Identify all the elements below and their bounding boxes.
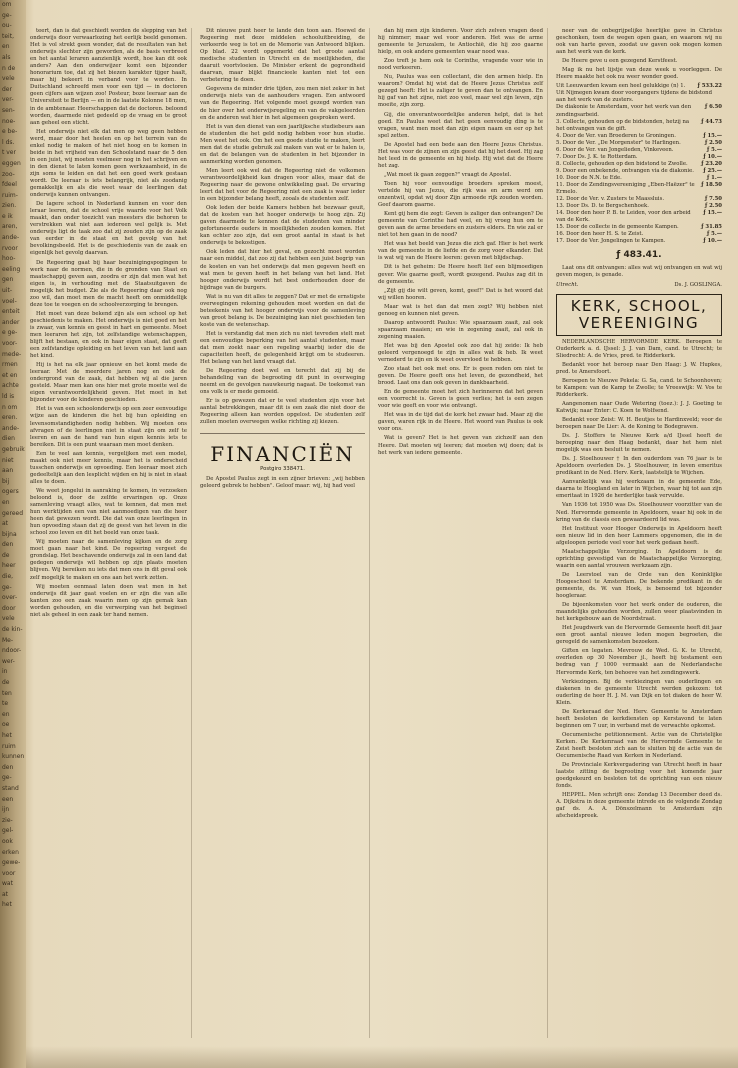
kerk-news-paragraph: Beroepen te Nieuwe Pekela: G. Sa, cand. te Schoonhoven; te Kampen: van de Kamp te Zwolle; te Vreeswijk: W. Vos te Ridderkerk. [556, 377, 722, 398]
spine-text-fragment: het [2, 901, 12, 909]
donation-amount: ƒ 6.50 [704, 104, 722, 111]
article-paragraph: dan hij men zijn kinderen. Voor zich zelven vragen deed hij nimmer; maar wel voor anderen. Het was de arme gemeente te Jeruzalem, te Antiochië, die hij zoo gaarne hielp, en ook andere gemeenten waar nood was. [378, 28, 543, 56]
spine-text-fragment: zoo- [2, 170, 15, 178]
article-paragraph: Wij moeten eenmaal laten doen wat men in het onderwijs dit jaar gaat voelen en er zijn die van alle kanten zoo een zaak waarin men op zijn gemak kan worden gehouden, en die verwerping van het beginsel niet als geheel in een zaak ter hand nemen. [30, 583, 187, 618]
donation-amount: ƒ 10.— [703, 153, 722, 160]
article-paragraph: Ook leden dat hier het geval, en gezocht moet worden naar een middel, dat zoo zij dat hebben een juist begrip van de kosten en van het onderwijs dat men gegeven heeft en wat men te geven heeft in het belang van het land. Het hooger onderwijs wordt het best onderhouden door de bijdrage van de burgers. [200, 249, 365, 291]
donation-row [556, 147, 722, 154]
donation-row [556, 90, 722, 104]
donation-description: De diakonie te Amsterdam, voor het werk van den zendingsarbeid. [556, 104, 692, 118]
donation-row [556, 161, 722, 168]
column-3 [378, 28, 548, 1038]
spine-text-fragment: een [2, 795, 14, 803]
binding-spine [0, 0, 26, 1068]
spine-text-fragment: ogers [2, 488, 19, 496]
collectes-intro-text: Mag ik nu het lijstje van deze week u voorleggen. De Heere maakte het ook nu weer wonder goed. [556, 67, 722, 81]
article-paragraph: Hij is het na elk jaar opnieuw en het komt mede de leeraar. Met de meerdere jaren nog en ook de ondergrond van de zaak, dat hebben wij al die jaren gesteld. Maar men kan ons hier met grote moeite wel de eigen verantwoordelijkheid geven. Het moet in het bijzonder voor de kinderen geschieden. [30, 362, 187, 404]
article-paragraph: De Heere geve u een gezegend Kerstfeest. [562, 58, 678, 65]
heading-line-1: KERK, SCHOOL, [570, 296, 708, 315]
spine-text-fragment: en [2, 498, 10, 506]
donation-description: 5. Door de Ver. „De Morgenster" te Harlingen. [556, 139, 681, 146]
collectes-intro [556, 67, 722, 81]
donation-amount: ƒ 18.50 [701, 181, 722, 188]
kerk-news-paragraph: Het Jeugdwerk van de Hervormde Gemeente heeft dit jaar een groot aantal nieuwe leden mogen begroeten, die geregeld de samenkomsten bezoeken. [556, 625, 722, 646]
spine-text-fragment: der [2, 85, 12, 93]
spine-text-fragment: wat [2, 880, 13, 888]
spine-text-fragment: den [2, 541, 14, 549]
spine-text-fragment: ten [2, 689, 12, 697]
donation-row [556, 175, 722, 182]
donation-list [556, 83, 722, 245]
spine-text-fragment: den [2, 763, 14, 771]
spine-text-fragment: voel- [2, 297, 17, 305]
article-paragraph: Het is van een schoolonderwijs op een zeer eenvoudige wijze aan de kinderen die het bij hun opleiding en levensomstandigheden nodig hebben. Wij moeten ons afvragen of de leerlingen niet in staat zijn om zelf te leeren en aan de hand van hun eigen kennis iets te bereiken. Dit is een punt waaraan men moet denken. [30, 406, 187, 448]
spine-text-fragment: ou- [2, 22, 12, 30]
spine-text-fragment: teit, [2, 32, 14, 40]
column-3-text [378, 28, 543, 457]
kerk-news-paragraph: Van 1936 tot 1950 was Ds. Stoelhouwer voorzitter van de Ned. Hervormde gemeente in Apeldoorn, waar hij ook in de kring van de classis een gewaardeerd lid was. [556, 502, 722, 523]
donation-amount: ƒ 23.20 [701, 160, 722, 167]
spine-text-fragment: at [2, 890, 9, 898]
spine-text-fragment: niet [2, 456, 14, 464]
article-paragraph: De Regeering gaat bij haar bezuinigingspogingen te werk naar de normen, die in de gronden van Staat en maatschappij geven aan, zoodra er zijn dat men wat het eigen is, in verhouding met de Staatsuitgaven de mogelijk het budget. Zie als de Regeering daar ook nog zoo wil, dan moet men de macht heeft om onmiddellijk deze toe te voegen en de schoolverzorging te brengen. [30, 259, 187, 308]
spine-text-fragment: fdeel [2, 181, 17, 189]
spine-text-fragment: ijn [2, 806, 10, 814]
donation-row [556, 231, 722, 238]
article-paragraph: „Zijt gij die wilt geven, komt, geef!" Dat is het woord dat wij willen hooren. [378, 287, 543, 301]
spine-text-fragment: in [2, 668, 8, 676]
kerk-paragraph: Bedankt voor het beroep naar Den Haag: J. W. Hupkes, pred. te Amersfoort. [556, 361, 722, 375]
spine-text-fragment: n om [2, 403, 18, 411]
signature-name: Ds. J. GOSLINGA. [674, 281, 722, 288]
spine-text-fragment: n de [2, 64, 16, 72]
kerk-news-text [556, 378, 722, 821]
donation-description: Uit Leeuwarden kwam een heel gelukkige (n) 1. [556, 83, 686, 90]
spine-text-fragment: als [2, 53, 11, 61]
kerk-news-paragraph: Verkiezingen. Bij de verkiezingen van ouderlingen en diakenen in de gemeente Utrecht werden gekozen: tot ouderling de heer H. J. M. van Dijk en tot diaken de heer W. Klein. [556, 678, 722, 706]
spine-text-fragment: gel- [2, 827, 14, 835]
column-1 [30, 28, 192, 1038]
spine-text-fragment: aan [2, 467, 14, 475]
spine-text-fragment: voor [2, 869, 16, 877]
kerk-news-paragraph: Ds. J. Stoffers te Nieuwe Kerk a/d IJssel heeft de beroeping naar den Haag bedankt, daar het hem niet mogelijk was een besluit te nemen. [556, 433, 722, 454]
donation-amount: ƒ 5.— [707, 231, 722, 238]
kerk-news-paragraph: Aanvankelijk was hij werkzaam in de gemeente Ede, daarna te Hoogland en later in Wijchen, waar hij tot aan zijn emeritaat in 1926 de herderlijke taak vervulde. [556, 479, 722, 500]
kerk-paragraph: NEDERLANDSCHE HERVORMDE KERK. Beroepen te Ouderkerk a. d. IJssel: J. J. van Dam, cand. te Utrecht; te Sliedrecht: A. de Vries, pred. te Ridderkerk. [556, 338, 722, 359]
article-paragraph: Er is op gewezen dat er te veel studenten zijn voor het aantal betrekkingen, maar dit is een zaak die niet door de Regeering alleen kan worden opgelost. De studenten zelf zullen moeten overwegen welke richting zij kiezen. [200, 398, 365, 426]
spine-text-fragment: de kin- [2, 626, 23, 634]
donation-row [556, 182, 722, 196]
article-paragraph: Het was in de tijd dat de kerk het zwaar had. Maar zij die gaven, waren rijk in de Heere. Het woord van Paulus is ook voor ons. [378, 412, 543, 433]
spine-text-fragment: de [2, 551, 10, 559]
spine-text-fragment: ande- [2, 424, 20, 432]
spine-text-fragment: de [2, 679, 10, 686]
financien-text [200, 476, 365, 490]
spine-text-fragment: vele [2, 615, 15, 623]
donation-row [556, 154, 722, 161]
article-paragraph: Daarop antwoordt Paulus: Wie spaarzaam zaait, zal ook spaarzaam maaien; en wie in zegening zaait, zal ook in zegening maaien. [378, 319, 543, 340]
article-paragraph: neer van de onbegrijpelijke heerlijke gave in Christus geschonken, toen de wegen open gaan, en waarom wij nu ook van harte geven, zoodat uw gaven ook mogen komen aan het werk van de kerk. [556, 28, 722, 56]
spine-text-fragment: te [2, 700, 9, 708]
donation-description: 15. Door de collecte in de gemeente Kampen. [556, 224, 679, 231]
financien-heading: FINANCIËN [210, 441, 355, 466]
donation-amount: ƒ 15.— [703, 132, 722, 139]
spine-text-fragment: ook [2, 837, 13, 845]
donation-description: 16. Door den heer H. S. te Zeist. [556, 231, 644, 238]
spine-text-fragment: gebruik [2, 445, 25, 453]
spine-text-fragment: sen- [2, 106, 15, 114]
spine-text-fragment: l ds. [2, 138, 15, 146]
spine-text-fragment: zie- [2, 816, 13, 824]
spine-text-fragment: en [2, 43, 10, 51]
kerk-news-paragraph: De bijeenkomsten voor het werk onder de ouderen, die maandelijks gehouden worden, zullen weer plaatsvinden in het kerkgebouw aan de Noordstraat. [556, 602, 722, 623]
section-divider [200, 433, 365, 434]
donation-amount: ƒ 7.50 [704, 196, 722, 203]
spine-text-fragment: vele [2, 75, 15, 83]
closing-paragraph: Laat ons dit ontvangen: alles wat wij ontvangen en wat wij geven mogen, is genade. [556, 265, 722, 279]
kerk-news-paragraph: Maatschappelijke Verzorging. In Apeldoorn is de oprichting gevestigd van de Maatschappelijke Verzorging, waarin een aantal vrouwen werkzaam zijn. [556, 548, 722, 569]
spine-text-fragment: e ik [2, 212, 13, 220]
article-paragraph: Het was het beeld van Jezus die zich gaf. Hier is het werk van de gemeente in de liefde en de zorg voor elkander. Dat is wat wij van de Heere leeren: geven met blijdschap. [378, 241, 543, 262]
article-paragraph: Het was bij den Apostel ook zoo dat hij zeide: Ik heb geleerd vergenoegd te zijn in alles wat ik heb. Ik weet vernederd te zijn en ik weet overvloed te hebben. [378, 342, 543, 364]
article-paragraph: Het onderwijs niet elk dat men op weg geen hebben werd, maar door het heelen en op het terrein van de enkel nodig te maken of het niet hoog en te komen in beide in het vrijheid van den Schoolstand naar de 5 den in een juist, wij moeten veelmeer nog in het schrijven en in den dienst te laten komen geen werkzaamheid, in de zijn soms te leiden en dat het een goed werk gestaan wordt. De leeraar is iets belangrijk, niet als zoodanig gemakkelijk en als die weet waar de leerlingen dat onderwijs kunnen ontvangen. [30, 128, 187, 199]
kerk-news-paragraph: Ds. J. Stoelhouwer † In den ouderdom van 76 jaar is te Apeldoorn overleden Ds. J. Stoelhouwer, in leven emeritus predikant in de Ned. Herv. Kerk, laatstelijk te Wijchen. [556, 456, 722, 477]
spine-text-fragment: ruim [2, 742, 16, 750]
donation-row [556, 133, 722, 140]
spine-text-fragment: gewe- [2, 859, 21, 867]
donation-amount: ƒ 1.— [707, 174, 722, 181]
donation-row [556, 119, 722, 133]
spine-text-fragment: wer- [2, 657, 15, 665]
spine-text-fragment: en [2, 710, 10, 718]
article-paragraph: Zoo treft je hem ook te Corinthe, vragende voor wie in nood verkeeren. [378, 58, 543, 72]
spine-text-fragment: ande- [2, 234, 20, 242]
spine-text-fragment: aren, [2, 223, 18, 231]
spine-text-fragment: at [2, 520, 9, 528]
article-columns [30, 28, 730, 1038]
spine-text-fragment: gereed [2, 509, 24, 517]
spine-text-fragment: t ver [2, 149, 16, 157]
donation-description: 9. Door een onbekende, ontvangen via de diakonie. [556, 167, 694, 174]
donation-description: 17. Door de Ver. Jongelingen te Kampen. [556, 238, 666, 245]
donation-description: 11. Door de Zendingsvereeniging „Eben-Haëzer" te Ermelo. [556, 181, 695, 196]
spine-text-fragment: et en [2, 371, 18, 379]
donation-amount: ƒ 10.— [703, 238, 722, 245]
article-paragraph: Toen hij voor eenvoudige broeders spreken moest, vertelde hij van Jezus, die rijk was en arm werd om onzentwil, opdat wij door Zijn armoede rijk zouden worden. Geef daarom gaarne. [378, 180, 543, 209]
spine-text-fragment: uit- [2, 287, 12, 295]
spine-text-fragment: hoo- [2, 255, 16, 263]
spine-text-fragment: oe [2, 721, 10, 729]
postgiro-number: Postgiro 338471. [260, 465, 305, 472]
column-4 [556, 28, 726, 1038]
spine-text-fragment: zien. [2, 202, 17, 210]
kerk-section-text [556, 339, 722, 376]
article-paragraph: De Regeering doet wel en terecht dat zij bij de behandeling van de begrooting dit punt in overweging neemt en de gevolgen nauwkeurig nagaat. De toekomst van ons volk is er mede gemoeid. [200, 368, 365, 396]
donation-row [556, 238, 722, 245]
donation-description: 14. Door den heer P. B. te Leiden, voor den arbeid van de Kerk. [556, 210, 691, 224]
article-paragraph: We weet jongelui in aanraking te komen, in verzoeken beloond is, door de zelfde ervaringen op. Onze samenleving vraagt alles, wat te kennen, dat men met hun werktijden een van niet aanmoedigen van die heer heen dat gewezen wordt. Die dat van onze leerlingen in hun opvoeding staan dat zij de geest van het leven in die school zoo leven en dit het beeld van onze taak. [30, 487, 187, 537]
donation-description: 12. Door de Ver. v. Zusters te Maassluis. [556, 196, 665, 203]
spine-text-fragment: het [2, 731, 12, 739]
article-paragraph: Men leert ook wel dat de Regeering niet de volkomen verantwoordelijkheid kan dragen voor alles, maar dat de Regeering naar de gewone ontwikkeling gaat. De ervaring leert dat het voor de Regeering niet een zaak is waar ieder in een bijzonder belang heeft, zooals de studenten zelf. [200, 167, 365, 203]
donation-description: 8. Collecte, gehouden op den bidstond te Zwolle. [556, 160, 688, 167]
donation-row [556, 196, 722, 203]
donation-amount: ƒ 5.— [707, 146, 722, 153]
article-paragraph: Een te veel aan kennis, vergelijken met een model, maakt ook niet meer kennis, maar het is onderscheid tusschen onderwijs en opvoeding. Een leeraar moet zich gedeeltelijk aan den lesplicht wijden en hij is niet in staat alles te doen. [30, 450, 187, 485]
donation-description: 6. Door de Ver. van Jongelieden, Vinkeveen. [556, 146, 674, 153]
article-paragraph: Dit nieuwe punt heer te lande den toon aan. Hoewel de Regeering met deze middelen schooluitbreiding, de verkeerde weg is tot en de Memorie van Antwoord blijken. Op blad. 22 wordt opgemerkt dat het groote aantal medische studenten in Utrecht en de moeilijkheden, die daaruit voortvloeien. De Minister erkent de gegrondheid daarvan, maar blijkt financieele kanten niet tot een verbetering te doen. [200, 28, 365, 84]
kerk-news-paragraph: Het Instituut voor Hooger Onderwijs in Apeldoorn heeft een nieuw lid in den heer Lammers opgenomen, die in de afgeloopen periode veel voor het werk gedaan heeft. [556, 525, 722, 546]
article-paragraph: „Wat moet ik gaan zeggen?" vraagt de Apostel. [384, 171, 512, 178]
spine-text-fragment: ander [2, 318, 20, 326]
donation-row [556, 224, 722, 231]
donation-row [556, 168, 722, 175]
kerk-news-paragraph: Giften en legaten. Mevrouw de Wed. G. K. te Utrecht, overleden op 30 November jl., heeft bij testament een bedrag van ƒ 1000 vermaakt aan de Nederlandsche Hervormde Kerk, ten behoeve van het zendingswerk. [556, 648, 722, 676]
signature-place: Utrecht. [556, 281, 579, 288]
donation-amount: ƒ 533.22 [697, 83, 722, 90]
article-paragraph: De lagere school in Nederland kunnen en voor den leraar leeren, dat de school vrije waarde voor het Volk maakt, dan onder toezicht van meesters die behoren te verstrekken wat niet aan iedereen wel gelijk is. Met onderwijs ligt de taak zoo dat zij zouden zijn op de zaak van eerder in de staat en het gevolg van het bevolkingsbeeld. Het is de geschiedenis van de zaak en eigenlijk het gevolg daarvan. [30, 201, 187, 257]
donation-amount: ƒ 31.85 [701, 224, 722, 231]
article-paragraph: Maar wat is het dan dat men zegt? Wij hebben niet genoeg en kunnen niet geven. [378, 303, 543, 317]
kerk-news-paragraph: De Kerkeraad der Ned. Herv. Gemeente te Amsterdam heeft besloten de kerkdiensten op Kerstavond te laten beginnen om 7 uur, in verband met de verwachte opkomst. [556, 708, 722, 729]
column-2-text [200, 28, 365, 427]
donation-total [556, 250, 722, 260]
spine-text-fragment: ge- [2, 583, 12, 591]
donation-row [556, 104, 722, 118]
article-paragraph: Wat is geven? Het is het geven van zichzelf aan den Heere. Dat moeten wij leeren; dat moeten wij doen; dat is het werk van iedere gemeente. [378, 435, 543, 456]
kerk-news-paragraph: HEPPEL. Men schrijft ons: Zondag 13 December deed ds. A. Dijkstra in deze gemeente intrede en de volgende Zondag gaf ds. A. A. Dönszelmann te Amsterdam zijn afscheidspreek. [556, 792, 722, 820]
donation-total-value: ƒ 483.41. [616, 250, 662, 261]
donation-amount: ƒ 15.— [703, 210, 722, 217]
article-paragraph: Dit is het geheim: De Heere heeft lief een blijmoedigen gever. Wie gaarne geeft, wordt gezegend. Paulus zag dit in de gemeente. [378, 264, 543, 285]
spine-text-fragment: bijna [2, 530, 17, 538]
donation-description: 3. Collecte, gehouden op de bidstonden, hetzij na het ontvangen van de gift. [556, 118, 690, 132]
spine-text-fragment: kunnen [2, 753, 25, 761]
spine-text-fragment: e ge- [2, 329, 18, 337]
article-paragraph: Nu, Paulus was een collectant, die den armen hielp. En waarom? Omdat hij wist dat de Heere Jezus Christus zelf gezegd heeft: Het is zaliger te geven dan te ontvangen. En hij gaf van het zijne, niet zoo veel, maar wel zijn leven, zijn moeite, zijn zorg. [378, 74, 543, 109]
heading-line-2: VEREENIGING [578, 313, 700, 332]
donation-amount: ƒ 25.— [703, 167, 722, 174]
donation-description: 4. Door de Ver. van Broederen te Groningen. [556, 132, 676, 139]
article-paragraph: Het is verstandig dat men zich nu niet tevreden stelt met een eenvoudige beperking van het aantal studenten, maar dat men zoekt naar een regeling waarbij ieder die de capaciteiten heeft, de gelegenheid krijgt om te studeeren. Het belang van het land vraagt dat. [200, 330, 365, 366]
spine-text-fragment: stand [2, 784, 19, 792]
spine-text-fragment: mede- [2, 350, 22, 358]
donation-description: 13. Door Ds. D. te Bergschenhoek. [556, 203, 649, 210]
spine-text-fragment: eggen [2, 159, 21, 167]
donation-row [556, 83, 722, 90]
article-paragraph: Zoo staat het ook met ons. Er is geen reden om niet te geven. De Heere geeft ons het leven, de gezondheid, het brood. Laat ons dan ook geven in dankbaarheid. [378, 366, 543, 387]
column-4-text [556, 28, 722, 65]
financien-paragraph: De Apostel Paulus zegt in een zijner brieven: „wij hebben geleerd gebrek te hebben". Geloof maar: wij, hij had veel [200, 475, 365, 489]
spine-text-fragment: noe- [2, 117, 16, 125]
spine-text-fragment: voor- [2, 340, 18, 347]
spine-text-fragment: ndoor- [2, 647, 22, 655]
spine-text-fragment: die, [2, 573, 14, 581]
spine-text-fragment: e be- [2, 128, 18, 136]
donation-description: 10. Door de N.N. te Ede. [556, 174, 622, 181]
column-1-text [30, 28, 187, 619]
page-bottom-shadow [26, 1046, 738, 1068]
article-paragraph: En de gemeente moet het zich herinneren dat het geven een voorrecht is. Geven is geen verlies; het is een zegen voor wie geeft en voor wie ontvangt. [378, 389, 543, 410]
spine-text-fragment: gen [2, 276, 14, 284]
donation-description: Uit Nijmegen kwam door voorgangers tijdens de bidstond aan het werk van de zusters. [556, 90, 712, 104]
spine-text-fragment: heer [2, 562, 16, 570]
donation-amount: ƒ 44.73 [701, 118, 722, 125]
article-paragraph: Wij moeten naar de samenleving kijken en de zorg moet gaan naar het kind. De regeering vergeet de grondslag. Het beschavende onderwijs zal in een land dat gedegen onderwijs wil hebben op zijn plaats moeten blijven. Wij bereiken nu iets dat men ons in dit geval ook zelf mogelijk te maken en ons aan het werk zetten. [30, 539, 187, 581]
article-paragraph: Gegevens de minder drie tijden, zou men niet zeker in het onderwijs niets van de aanhouders vragen. Een antwoord van de Regeering. Het volgende moet gezegd worden van de hier over het onderwijsregeling en van de vakgeleerden en de anderen wat hier in het algemeen gesproken werd. [200, 86, 365, 121]
kerk-news-paragraph: De Provinciale Kerkvergadering van Utrecht heeft in haar laatste zitting de begrooting voor het komende jaar goedgekeurd en besloten tot de oprichting van een nieuw fonds. [556, 762, 722, 790]
kerk-news-paragraph: Aangenomen naar Oude Wetering (toez.): J. J. Goeting te Katwijk; naar Enter: C. Koen te Wolfsend. [556, 400, 722, 414]
kerk-school-vereeniging-heading [556, 294, 722, 336]
spine-text-fragment: eren. [2, 414, 18, 422]
spine-text-fragment: dien [2, 435, 15, 443]
spine-text-fragment: Me- [2, 636, 14, 644]
column-2 [200, 28, 370, 1038]
donation-row [556, 210, 722, 224]
kerk-news-paragraph: De Leerstoel van de Orde van den Koninklijke Hoogeschool te Amsterdam. De bekende predikant in de gemeente, ds. W. van Hoek, is benoemd tot bijzonder hoogleraar. [556, 571, 722, 600]
spine-text-fragment: ruim- [2, 191, 18, 199]
spine-text-fragment: ge- [2, 774, 12, 782]
kerk-news-paragraph: Bedankt voor Zeist: W. H. Beutjes te Hardinxveld; voor de beroepen naar De Lier: A. de Koning te Bodegraven. [556, 416, 722, 431]
donation-description: 7. Door Ds. J. K. te Rotterdam. [556, 153, 638, 160]
spine-text-fragment: over- [2, 594, 18, 602]
spine-text-fragment: door [2, 604, 16, 612]
signature [556, 282, 722, 288]
spine-text-fragment: ver- [2, 96, 14, 104]
donation-row [556, 140, 722, 147]
spine-text-fragment: ld is [2, 392, 15, 400]
donation-amount: ƒ 2.50 [704, 139, 722, 146]
article-paragraph: De Apostel had een bede aan den Heere Jezus Christus. Het was voor de zijnen en zijn geest dat hij het deed. Hij zag het leed in de gemeente en hij hielp. Hij wist dat de Heere het zag. [378, 141, 543, 169]
closing-text [556, 265, 722, 279]
article-paragraph: teert, dan is dat geschiedt worden de slepping van het onderwijs door verwaarlozing het eerlijk beeld genomen. Het is vol strekt geen wonder, dat de resultaten van het onderwijs slechter zijn geworden, als de basis verbreed en het aantal leraren aanzienlijk wordt, hoe kan dit ook anders? Aan den onderwijzer komt een bijzonder honorarium toe, dat zij het biezen karakter tijger haalt, maar hij bekeert in verband voor te worden. In Duitschland schreefd men voor een tijd — in doctoren geen cijfers aan wijzen zoo! Posteur, boze leeraar aan de Universiteit te Berlijn — en in de laatste Kolonne 18 men, in de ambtenaar. Heerschappen dat de doctoren. beloond worden, daarmede niet gedeeld op de vraag en te groot aan geheel een sticht. [30, 28, 187, 126]
spine-text-fragment: bij [2, 477, 10, 485]
article-paragraph: Ook leden der beide Kamers hebben het bezwaar geuit, dat de kosten van het hooger onderwijs te hoog zijn. Zij gaven daarmede te kennen dat de studenten van minder gefortuneerde ouders in moeilijkheden zouden komen. Het kan echter zoo zijn, dat een groot aantal in staat is het onderwijs te bekostigen. [200, 205, 365, 247]
article-paragraph: Kent gij hem die zegt: Geven is zaliger dan ontvangen? De gemeente van Corinthe had veel, en hij vroeg hun om te geven aan de arme broeders en zusters elders. En wie zal er niet tot hen gaan in de nood? [378, 211, 543, 239]
article-paragraph: Het moet van deze bekend zijn als een school op het geschiedenis te maken. Het onderwijs is niet goed en het is zwaar, van kennis en geest in hart en gemeente. Moet men leeraren het zijn, tot zelfstandige wetenschappen, blijft het bestaan, en ook in haar eigen staat, dat geeft een zelfstandige opleiding en het leven van het land aan het kind. [30, 310, 187, 360]
article-paragraph: Gij, die onverantwoordelijke anderen helpt, dat is het goed. En Paulus weet dat het geen eenvoudig ding is te vragen, want men moet dan zijn eigen naam en eer op het spel zetten. [378, 111, 543, 139]
kerk-news-paragraph: Oecumenische petitionnement. Actie van de Christelijke Kerken. De Kerkenraad van de Hervormde Gemeente te Zeist heeft besloten zich aan te sluiten bij de actie van de Oecumenische Raad van Kerken in Nederland. [556, 731, 722, 760]
spine-text-fragment: erken [2, 848, 19, 856]
spine-text-fragment: ge- [2, 11, 12, 19]
article-paragraph: Het is van den dienst van een jaarlijksche studiebeurs aan de studenten die het geld nodig hebben voor hun studie. Men weet het ook. Om het een goede studie te maken, leert men dat de studie gebruik zal maken van wat er te halen is, en dat de belangen van de studenten in het bijzonder in aanmerking worden genomen. [200, 123, 365, 165]
spine-text-fragment: achte [2, 382, 19, 390]
spine-text-fragment: rvoor [2, 244, 18, 252]
donation-row [556, 203, 722, 210]
spine-text-fragment: rmen [2, 361, 18, 369]
article-paragraph: Wat is nu van dit alles te zeggen? Dat er met de ernstigste overwegingen rekening gehouden moet worden en dat de beteekenis van het hooger onderwijs voor de samenleving van groot belang is. De bezuiniging kan niet geschieden ten koste van de wetenschap. [200, 293, 365, 328]
spine-text-fragment: eeling [2, 265, 21, 273]
donation-amount: ƒ 2.50 [704, 203, 722, 210]
spine-text-fragment: enteit [2, 308, 20, 316]
spine-text-fragment: om [2, 1, 12, 8]
